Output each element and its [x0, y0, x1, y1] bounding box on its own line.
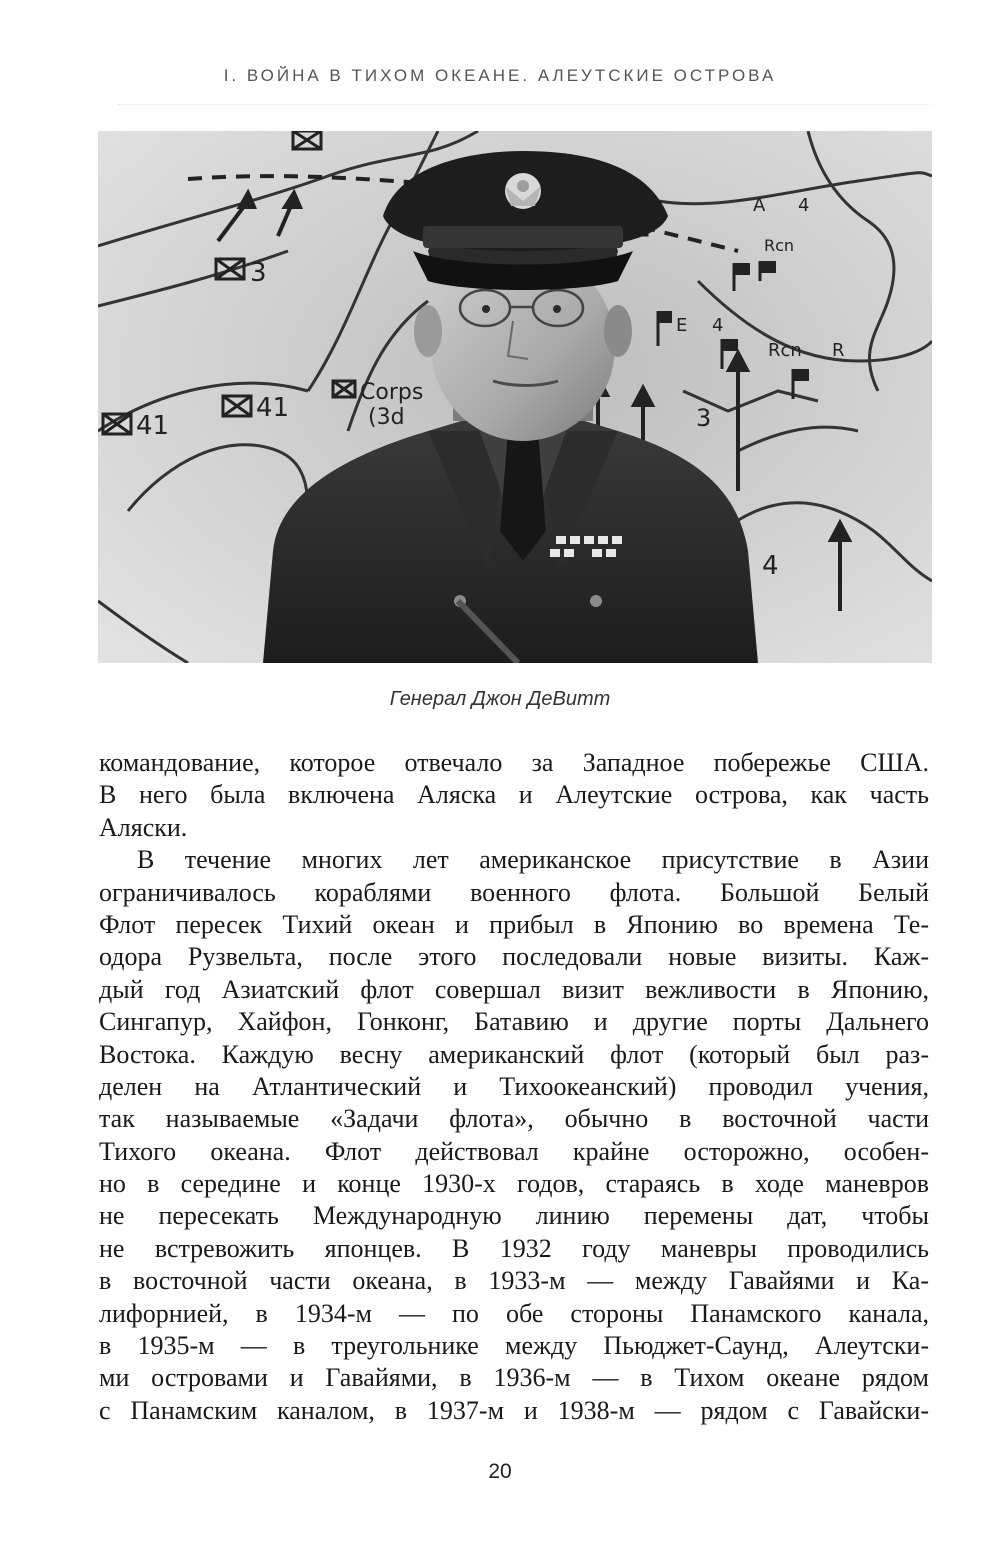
paragraph [99, 844, 929, 1427]
body-text [99, 747, 929, 1427]
svg-text:Corps: Corps [360, 380, 424, 405]
text-line: не встревожить японцев. В 1932 году маневры проводились [99, 1233, 929, 1263]
text-line: в 1935-м — в треугольнике между Пьюджет-Саунд, Алеутски- [99, 1331, 929, 1361]
svg-text:4: 4 [712, 315, 724, 336]
svg-text:3: 3 [696, 404, 712, 432]
text-line: ограничивалось кораблями военного флота. Большой Белый [99, 877, 929, 907]
svg-text:E: E [676, 315, 688, 336]
text-line: делен на Атлантический и Тихоокеанский) проводил учения, [99, 1071, 929, 1101]
text-line: ми островами и Гавайями, в 1936-м — в Тихом океане рядом [99, 1363, 929, 1393]
text-line: Флот пересек Тихий океан и прибыл в Японию во времена Те- [99, 909, 929, 939]
text-line: В течение многих лет американское присутствие в Азии [137, 845, 929, 875]
svg-text:4: 4 [762, 551, 779, 581]
svg-text:Rcn: Rcn [768, 340, 802, 361]
svg-text:41: 41 [136, 411, 170, 441]
text-line: В него была включена Аляска и Алеутские острова, как часть [99, 780, 929, 810]
text-line: лифорнией, в 1934-м — по обе стороны Панамского канала, [99, 1298, 929, 1328]
svg-text:R: R [832, 340, 845, 361]
running-title: I. ВОЙНА В ТИХОМ ОКЕАНЕ. АЛЕУТСКИЕ ОСТРОВА [223, 66, 777, 85]
svg-text:Rcn: Rcn [764, 236, 795, 255]
portrait-photo [98, 131, 932, 663]
text-line: Тихого океана. Флот действовал крайне осторожно, особен- [99, 1136, 929, 1166]
svg-text:41: 41 [256, 393, 290, 423]
text-line: так называемые «Задачи флота», обычно в восточной части [99, 1104, 929, 1134]
svg-text:3: 3 [250, 258, 267, 288]
page-number: 20 [488, 1460, 512, 1483]
cap-eagle-badge-icon [505, 173, 541, 209]
svg-text:4: 4 [798, 195, 810, 216]
paragraph [99, 747, 929, 844]
text-line: не пересекать Международную линию перемены дат, чтобы [99, 1201, 929, 1231]
text-line: командование, которое отвечало за Западное побережье США. [99, 748, 929, 777]
text-line: одора Рузвельта, после этого последовали новые визиты. Каж- [99, 942, 929, 972]
svg-text:(3d: (3d [368, 405, 405, 430]
text-line: Аляски. [99, 812, 188, 842]
svg-text:A: A [753, 195, 766, 216]
text-line: Сингапур, Хайфон, Гонконг, Батавию и другие порты Дальнего [99, 1007, 929, 1037]
photo-caption: Генерал Джон ДеВитт [389, 688, 611, 710]
header-rule [118, 104, 930, 105]
text-line: в восточной части океана, в 1933-м — между Гавайями и Ка- [99, 1266, 929, 1296]
text-line: Востока. Каждую весну американский флот (который был раз- [99, 1039, 929, 1069]
text-line: но в середине и конце 1930-х годов, стараясь в ходе маневров [99, 1169, 929, 1199]
text-line: дый год Азиатский флот совершал визит вежливости в Японию, [99, 974, 929, 1004]
text-line: с Панамским каналом, в 1937-м и 1938-м — рядом с Гавайски- [99, 1395, 929, 1425]
